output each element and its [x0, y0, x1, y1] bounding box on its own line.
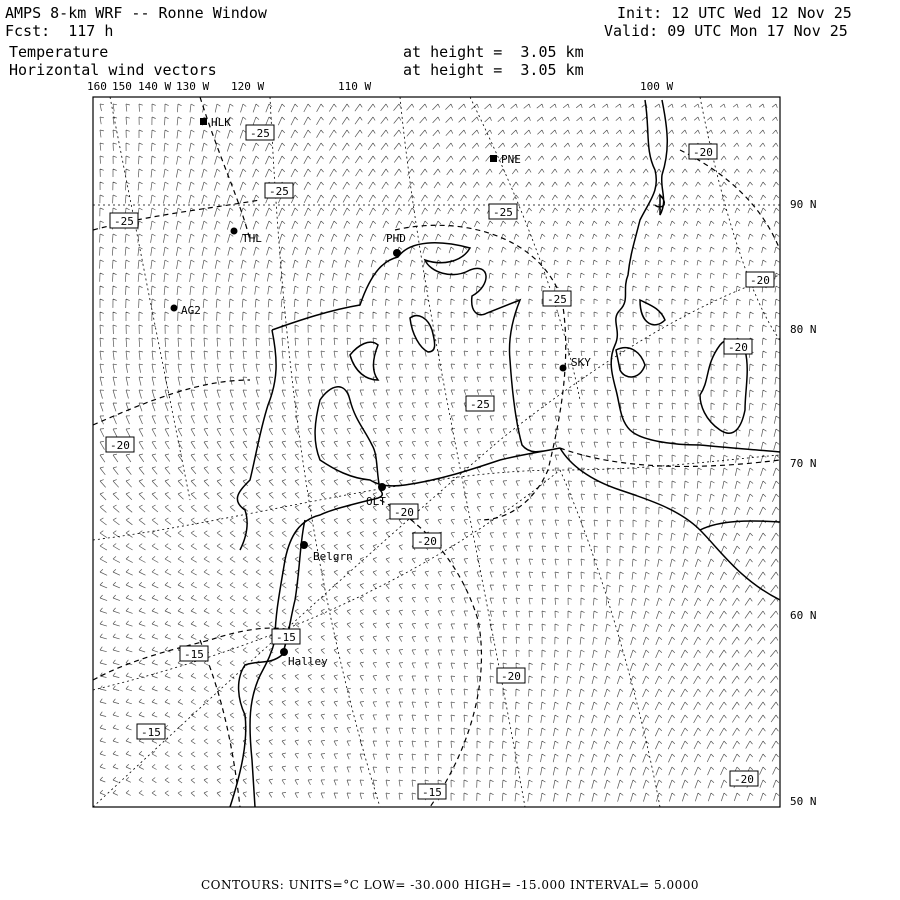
station-marker-pne — [490, 155, 497, 162]
longitude-labels — [87, 80, 673, 93]
lat-label: 50 N — [790, 795, 817, 808]
station-marker-ag2 — [171, 305, 178, 312]
contour-label — [543, 291, 571, 306]
contour-label — [137, 724, 165, 739]
contour-label — [180, 646, 208, 661]
map-frame — [93, 97, 780, 807]
forecast-hour: Fcst: 117 h — [5, 22, 114, 40]
contour-label — [110, 213, 138, 228]
svg-text:-20: -20 — [693, 146, 713, 159]
svg-text:-15: -15 — [276, 631, 296, 644]
lon-label: 150 — [112, 80, 132, 93]
svg-text:-25: -25 — [250, 127, 270, 140]
station-label-pne: PNE — [501, 153, 521, 166]
svg-text:-25: -25 — [114, 215, 134, 228]
lon-label: 160 — [87, 80, 107, 93]
svg-text:-20: -20 — [394, 506, 414, 519]
svg-text:-15: -15 — [141, 726, 161, 739]
svg-text:-25: -25 — [470, 398, 490, 411]
contour-label — [418, 784, 446, 799]
station-label-hlk: HLK — [211, 116, 231, 129]
height-temperature: at height = 3.05 km — [403, 43, 584, 61]
svg-text:-20: -20 — [734, 773, 754, 786]
station-label-halley: Halley — [288, 655, 328, 668]
lat-label: 60 N — [790, 609, 817, 622]
contour-label — [390, 504, 418, 519]
contour-label — [724, 339, 752, 354]
lon-label: 130 W — [176, 80, 210, 93]
contour-label — [106, 437, 134, 452]
station-label-olt: OLT — [366, 495, 386, 508]
contour-label — [272, 629, 300, 644]
contour-label — [730, 771, 758, 786]
station-marker-olt — [378, 483, 386, 491]
svg-text:-15: -15 — [184, 648, 204, 661]
svg-text:-20: -20 — [728, 341, 748, 354]
contour-label — [246, 125, 274, 140]
lon-label: 120 W — [231, 80, 265, 93]
svg-text:-20: -20 — [750, 274, 770, 287]
station-markers — [171, 118, 567, 656]
lon-label: 100 W — [640, 80, 674, 93]
svg-text:-20: -20 — [110, 439, 130, 452]
lat-label: 80 N — [790, 323, 817, 336]
graticule — [93, 97, 780, 807]
contour-label — [265, 183, 293, 198]
contour-label — [413, 533, 441, 548]
map-title: AMPS 8-km WRF -- Ronne Window — [5, 4, 267, 22]
contour-label — [466, 396, 494, 411]
station-label-sky: SKY — [571, 356, 591, 369]
svg-text:-25: -25 — [493, 206, 513, 219]
lat-label: 70 N — [790, 457, 817, 470]
contour-label — [689, 144, 717, 159]
field-wind: Horizontal wind vectors — [9, 61, 217, 79]
station-marker-hlk — [200, 118, 207, 125]
lon-label: 140 W — [138, 80, 172, 93]
station-marker-sky — [560, 365, 567, 372]
station-marker-phd — [393, 249, 401, 257]
station-label-thl: THL — [242, 232, 262, 245]
svg-text:-25: -25 — [269, 185, 289, 198]
station-label-belgrn: Belgrn — [313, 550, 353, 563]
svg-text:-15: -15 — [422, 786, 442, 799]
station-marker-halley — [280, 648, 288, 656]
svg-text:-20: -20 — [501, 670, 521, 683]
init-time: Init: 12 UTC Wed 12 Nov 25 — [617, 4, 852, 22]
latitude-labels — [790, 198, 817, 808]
svg-text:-25: -25 — [547, 293, 567, 306]
contour-label — [489, 204, 517, 219]
station-label-ag2: AG2 — [181, 304, 201, 317]
height-wind: at height = 3.05 km — [403, 61, 584, 79]
valid-time: Valid: 09 UTC Mon 17 Nov 25 — [604, 22, 848, 40]
contour-legend: CONTOURS: UNITS=°C LOW= -30.000 HIGH= -15.000 INTERVAL= 5.0000 — [200, 878, 700, 892]
contour-label — [497, 668, 525, 683]
station-label-phd: PHD — [386, 232, 406, 245]
contour-labels — [106, 125, 774, 799]
lat-label: 90 N — [790, 198, 817, 211]
station-marker-thl — [231, 228, 238, 235]
field-temperature: Temperature — [9, 43, 109, 61]
svg-text:-20: -20 — [417, 535, 437, 548]
contour-label — [746, 272, 774, 287]
lon-label: 110 W — [338, 80, 372, 93]
temperature-contours — [93, 97, 780, 807]
station-marker-belgrn — [300, 541, 308, 549]
